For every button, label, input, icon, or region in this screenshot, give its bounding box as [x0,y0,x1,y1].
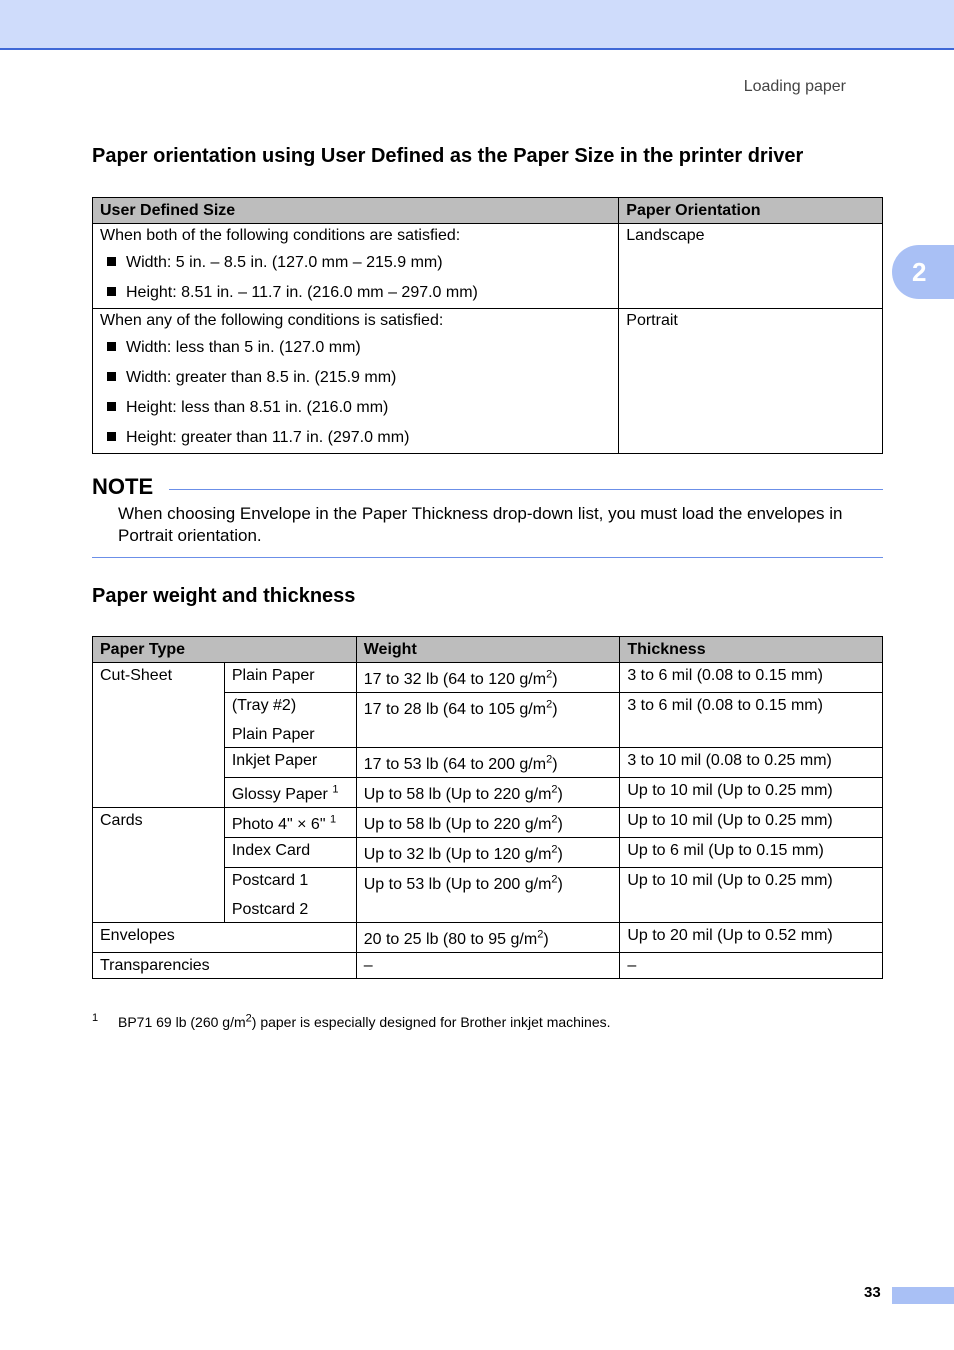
condition-cell [93,309,619,454]
section-title-weight: Paper weight and thickness [92,585,356,607]
note-bottom-divider [92,557,883,558]
bullet-square-icon [107,257,116,266]
orientation-cell: Portrait [619,309,883,454]
footnote-number: 1 [92,1012,99,1024]
paper-subtype: Index Card [224,838,356,868]
column-header: User Defined Size [93,198,619,224]
thickness-cell: – [620,953,883,979]
note-title: NOTE [92,474,169,500]
list-item: Width: 5 in. – 8.5 in. (127.0 mm – 215.9 mm) [107,253,611,272]
bullet-square-icon [107,342,116,351]
section-title-orientation: Paper orientation using User Defined as the Paper Size in the printer driver [92,145,804,167]
thickness-cell: Up to 10 mil (Up to 0.25 mm) [620,868,883,923]
paper-subtype: Plain Paper [224,663,356,693]
bullet-square-icon [107,287,116,296]
table-row [93,663,883,693]
thickness-cell: Up to 10 mil (Up to 0.25 mm) [620,808,883,838]
list-item: Height: 8.51 in. – 11.7 in. (216.0 mm – 297.0 mm) [107,283,611,302]
weight-cell: 20 to 25 lb (80 to 95 $g/m^2$) [356,923,620,953]
thickness-cell: 3 to 6 mil (0.08 to 0.15 mm) [620,693,883,748]
bullet-square-icon [107,432,116,441]
paper-weight-table [92,636,883,979]
thickness-cell: Up to 10 mil (Up to 0.25 mm) [620,778,883,808]
list-item: Width: greater than 8.5 in. (215.9 mm) [107,368,611,387]
note-header [92,474,883,500]
condition-cell [93,224,619,309]
thickness-cell: Up to 6 mil (Up to 0.15 mm) [620,838,883,868]
weight-cell: Up to 32 lb (Up to 120 $g/m^2$) [356,838,620,868]
running-title: Loading paper [743,78,846,95]
column-header: Weight [356,637,620,663]
paper-subtype: Glossy Paper $^1$ [224,778,356,808]
condition-text: When any of the following conditions is satisfied: [100,312,444,329]
table-row [93,309,883,454]
table-row [93,808,883,838]
weight-cell: Up to 58 lb (Up to 220 $g/m^2$) [356,808,620,838]
list-item: Width: less than 5 in. (127.0 mm) [107,338,611,357]
bullet-square-icon [107,372,116,381]
weight-cell: Up to 53 lb (Up to 200 $g/m^2$) [356,868,620,923]
paper-subtype: Inkjet Paper [224,748,356,778]
weight-cell: 17 to 28 lb (64 to 105 $g/m^2$) [356,693,620,748]
paper-subtype: Postcard 1 Postcard 2 [224,868,356,923]
paper-category: Transparencies [93,953,357,979]
table-row [93,923,883,953]
condition-text: When both of the following conditions are satisfied: [100,227,461,244]
thickness-cell: 3 to 6 mil (0.08 to 0.15 mm) [620,663,883,693]
orientation-cell: Landscape [619,224,883,309]
bullet-square-icon [107,402,116,411]
footnote-text: BP71 69 lb (260 $g/m^2$) paper is especially designed for Brother inkjet machines. [118,1012,611,1030]
list-item: Height: greater than 11.7 in. (297.0 mm) [107,428,611,447]
column-header: Paper Type [93,637,357,663]
table-header-row [93,198,883,224]
paper-category: Envelopes [93,923,357,953]
chapter-number: 2 [912,256,927,287]
thickness-cell: 3 to 10 mil (0.08 to 0.25 mm) [620,748,883,778]
page-tab-marker [892,1287,954,1304]
note-divider [92,489,883,490]
thickness-cell: Up to 20 mil (Up to 0.52 mm) [620,923,883,953]
page-number: 33 [864,1284,881,1301]
header-band [0,0,954,50]
table-row [93,224,883,309]
table-header-row [93,637,883,663]
orientation-table [92,197,883,454]
column-header: Thickness [620,637,883,663]
weight-cell: Up to 58 lb (Up to 220 $g/m^2$) [356,778,620,808]
chapter-tab [892,245,954,299]
weight-cell: 17 to 32 lb (64 to 120 $g/m^2$) [356,663,620,693]
paper-subtype: (Tray #2) Plain Paper [224,693,356,748]
paper-category: Cards [93,808,225,923]
paper-category: Cut-Sheet [93,663,225,808]
table-row [93,953,883,979]
weight-cell: – [356,953,620,979]
note-body: When choosing Envelope in the Paper Thickness drop-down list, you must load the envelopes in Portrait orientation. [118,504,843,545]
paper-subtype: Photo 4" × 6" $^1$ [224,808,356,838]
column-header: Paper Orientation [619,198,883,224]
weight-cell: 17 to 53 lb (64 to 200 $g/m^2$) [356,748,620,778]
list-item: Height: less than 8.51 in. (216.0 mm) [107,398,611,417]
